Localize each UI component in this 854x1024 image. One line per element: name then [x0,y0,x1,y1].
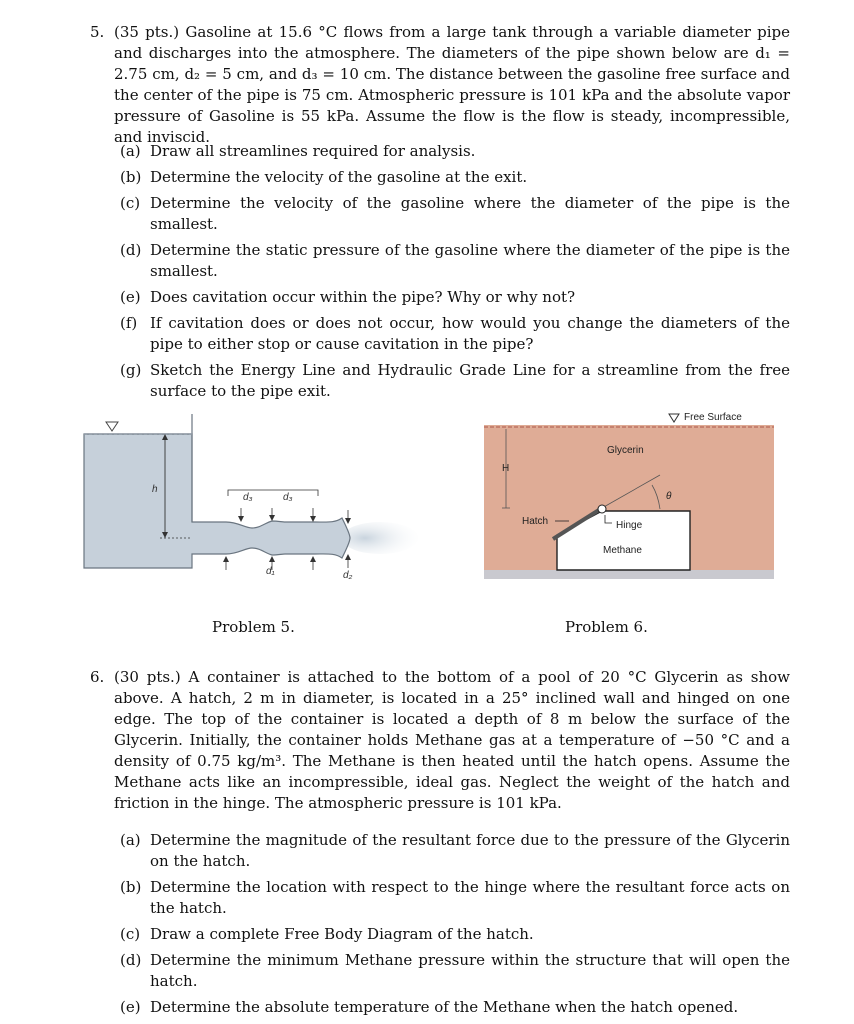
list-item [120,830,790,872]
d3-right-label: d₃ [283,492,293,503]
list-item [120,877,790,919]
part-label: (b) [120,168,142,186]
list-item [120,141,790,162]
part-label: (g) [120,361,142,379]
part-text: Sketch the Energy Line and Hydraulic Grade Line for a streamline from the free surface to the pipe exit. [150,361,790,400]
problem-6-parts [120,830,790,1023]
d2-label: d₂ [343,570,353,581]
part-label: (d) [120,241,142,259]
list-item [120,360,790,402]
part-label: (f) [120,314,138,332]
list-item [120,924,790,945]
problem-5-figure [80,410,420,590]
part-text: Determine the velocity of the gasoline where the diameter of the pipe is the smallest. [150,194,790,233]
problem-6-caption: Problem 6. [565,618,648,636]
part-label: (e) [120,998,141,1016]
part-text: Determine the static pressure of the gasoline where the diameter of the pipe is the smallest. [150,241,790,280]
glycerin-label: Glycerin [607,445,644,456]
part-text: Does cavitation occur within the pipe? Why or why not? [150,288,576,306]
list-item [120,313,790,355]
hinge [598,505,606,513]
problem-5-text: (35 pts.) Gasoline at 15.6 °C flows from a large tank through a variable diameter pipe and discharges into the atmosphere. The diameters of the pipe shown below are d₁ = 2.75 cm, d₂ = 5 cm, and d₃ = 10 cm. The distance between the gasoline free surface and the center of the pipe is 75 cm. Atmospheric pressure is 101 kPa and the absolute vapor pressure of Gasoline is 55 kPa. Assume the flow is the flow is steady, incompressible, and inviscid. [114,23,790,146]
tank-and-pipe-fluid [84,434,350,568]
problem-5-statement [90,22,790,148]
hinge-label: Hinge [616,520,643,531]
problem-5-number: 5. [90,23,105,41]
list-item [120,950,790,992]
part-label: (a) [120,142,141,160]
problem-6-statement [90,667,790,814]
H-label: H [502,463,510,474]
problem-5-parts [120,141,790,407]
d1-label: d₁ [266,566,275,577]
part-text: Determine the velocity of the gasoline at the exit. [150,168,528,186]
list-item [120,997,790,1018]
part-label: (e) [120,288,141,306]
exit-jet [342,522,418,554]
problem-6-number: 6. [90,668,105,686]
theta-label: θ [666,491,672,502]
part-text: Draw a complete Free Body Diagram of the hatch. [150,925,534,943]
list-item [120,167,790,188]
problem-6-text: (30 pts.) A container is attached to the bottom of a pool of 20 °C Glycerin as show above. A hatch, 2 m in diameter, is located in a 25° inclined wall and hinged on one edge. The top of the container is located a depth of 8 m below the surface of the Glycerin. Initially, the container holds Methane gas at a temperature of −50 °C and a density of 0.75 kg/m³. The Methane is then heated until the hatch opens. Assume the Methane acts like an incompressible, ideal gas. Neglect the weight of the hatch and friction in the hinge. The atmospheric pressure is 101 kPa. [114,668,790,812]
d3-left-label: d₃ [243,492,253,503]
part-text: If cavitation does or does not occur, how would you change the diameters of the pipe to either stop or cause cavitation in the pipe? [150,314,790,353]
part-label: (c) [120,194,141,212]
part-text: Determine the absolute temperature of the Methane when the hatch opened. [150,998,739,1016]
part-text: Determine the location with respect to the hinge where the resultant force acts on the hatch. [150,878,790,917]
part-label: (c) [120,925,141,943]
pool-floor [484,570,774,579]
part-text: Determine the magnitude of the resultant force due to the pressure of the Glycerin on the hatch. [150,831,790,870]
free-surface-symbol [106,422,118,431]
part-text: Draw all streamlines required for analysis. [150,142,476,160]
methane-label: Methane [603,545,642,556]
part-label: (b) [120,878,142,896]
list-item [120,240,790,282]
list-item [120,193,790,235]
hatch-label: Hatch [522,516,549,527]
free-surface-symbol [669,414,679,422]
part-label: (a) [120,831,141,849]
problem-6-figure [482,405,776,583]
part-label: (d) [120,951,142,969]
part-text: Determine the minimum Methane pressure within the structure that will open the hatch. [150,951,790,990]
problem-5-caption: Problem 5. [212,618,295,636]
h-label: h [152,484,158,495]
free-surface-label: Free Surface [684,412,742,423]
list-item [120,287,790,308]
